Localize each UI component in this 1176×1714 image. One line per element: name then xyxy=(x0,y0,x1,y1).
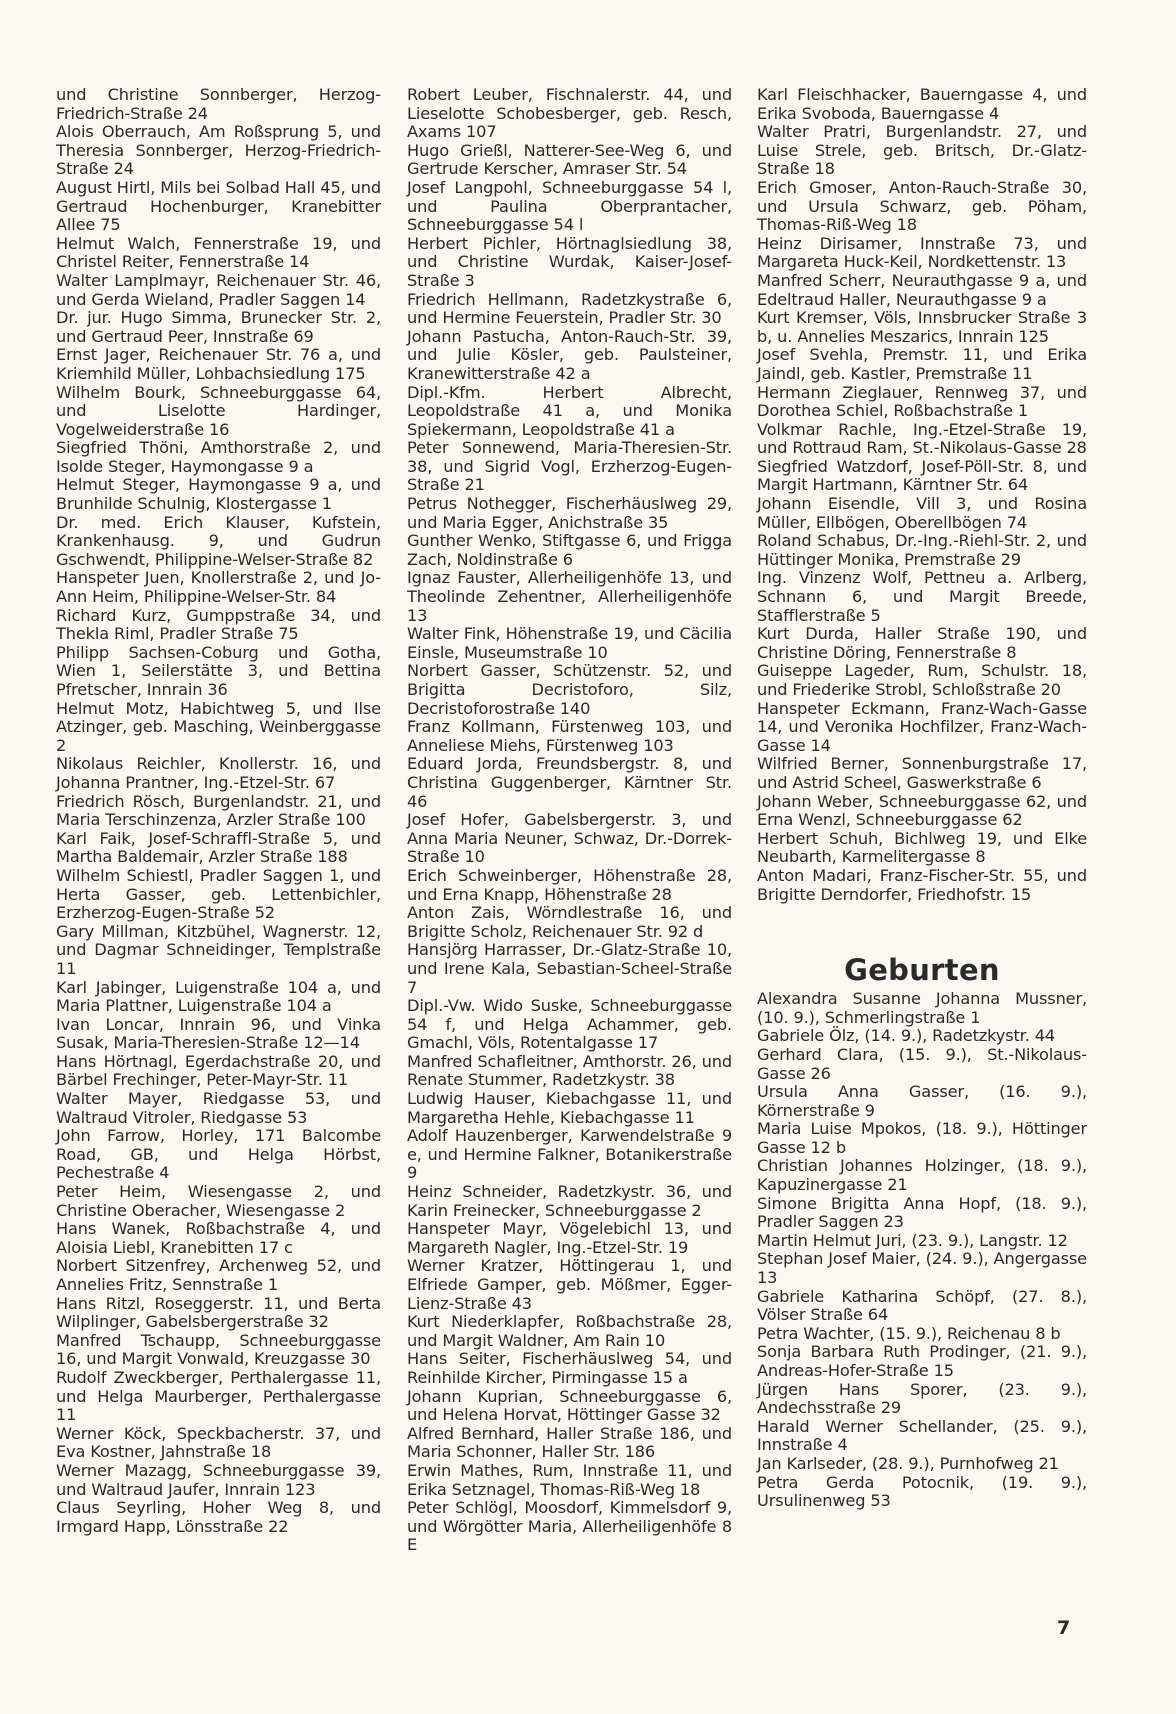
birth-entry: Harald Werner Schellander, (25. 9.), Innstraße 4 xyxy=(757,1416,1087,1455)
marriage-entry: Richard Kurz, Gumppstraße 34, und Thekla Riml, Pradler Straße 75 xyxy=(56,605,381,644)
marriage-entry: Norbert Gasser, Schützenstr. 52, und Brigitta Decristoforo, Silz, Decristoforostraße 140 xyxy=(407,661,732,718)
marriage-entry: Hans Seiter, Fischerhäuslweg 54, und Reinhilde Kircher, Pirmingasse 15 a xyxy=(407,1349,732,1387)
marriage-entry: Johann Pastucha, Anton-Rauch-Str. 39, und Julie Kösler, geb. Paulsteiner, Kranewitterstraße 42 a xyxy=(407,326,732,383)
marriage-entry: Dipl.-Kfm. Herbert Albrecht, Leopoldstraße 41 a, und Monika Spiekermann, Leopoldstraße 41 a xyxy=(407,382,732,439)
marriage-entry: Hansjörg Harrasser, Dr.-Glatz-Straße 10, und Irene Kala, Sebastian-Scheel-Straße 7 xyxy=(407,940,732,997)
marriage-entry: Kurt Kremser, Völs, Innsbrucker Straße 3 b, u. Annelies Meszarics, Innrain 125 xyxy=(757,308,1087,346)
marriage-entry: Helmut Steger, Haymongasse 9 a, und Brunhilde Schulnig, Klostergasse 1 xyxy=(56,475,381,514)
marriage-entry: Petrus Nothegger, Fischerhäuslweg 29, und Maria Egger, Anichstraße 35 xyxy=(407,494,732,532)
birth-entry: Simone Brigitta Anna Hopf, (18. 9.), Pradler Saggen 23 xyxy=(757,1193,1087,1232)
birth-entry: Martin Helmut Juri, (23. 9.), Langstr. 12 xyxy=(757,1230,1068,1250)
marriage-entry: Siegfried Watzdorf, Josef-Pöll-Str. 8, und Margit Hartmann, Kärntner Str. 64 xyxy=(757,456,1087,495)
marriage-entry: Walter Mayer, Riedgasse 53, und Waltraud Vitroler, Riedgasse 53 xyxy=(56,1089,381,1127)
marriage-entry: Erich Gmoser, Anton-Rauch-Straße 30, und Ursula Schwarz, geb. Pöham, Thomas-Riß-Weg 18 xyxy=(757,177,1087,235)
marriage-entry: Guiseppe Lageder, Rum, Schulstr. 18, und Friederike Strobl, Schloßstraße 20 xyxy=(757,661,1087,699)
marriage-entry: Herbert Schuh, Bichlweg 19, und Elke Neubarth, Karmelitergasse 8 xyxy=(757,828,1087,867)
marriage-entry: Helmut Walch, Fennerstraße 19, und Christel Reiter, Fennerstraße 14 xyxy=(56,233,381,272)
marriage-entry: Peter Schlögl, Moosdorf, Kimmelsdorf 9, und Wörgötter Maria, Allerheiligenhöfe 8 E xyxy=(407,1498,732,1555)
marriage-entry: Alfred Bernhard, Haller Straße 186, und Maria Schonner, Haller Str. 186 xyxy=(407,1423,732,1462)
marriage-entry: Robert Leuber, Fischnalerstr. 44, und Lieselotte Schobesberger, geb. Resch, Axams 107 xyxy=(407,85,732,142)
column-3 xyxy=(757,86,1087,1511)
marriage-entry: John Farrow, Horley, 171 Balcombe Road, GB, und Helga Hörbst, Pechestraße 4 xyxy=(56,1126,381,1183)
marriage-entry: Philipp Sachsen-Coburg und Gotha, Wien 1, Seilerstätte 3, und Bettina Pfretscher, Innrain 36 xyxy=(56,642,381,699)
marriage-entry: Johann Weber, Schneeburggasse 62, und Erna Wenzl, Schneeburggasse 62 xyxy=(757,791,1087,830)
marriage-entry: Josef Langpohl, Schneeburggasse 54 l, und Paulina Oberprantacher, Schneeburggasse 54 l xyxy=(407,177,732,235)
marriage-entry: Heinz Dirisamer, Innstraße 73, und Margareta Huck-Keil, Nordkettenstr. 13 xyxy=(757,233,1087,272)
marriage-entry: Rudolf Zweckberger, Perthalergasse 11, und Helga Maurberger, Perthalergasse 11 xyxy=(56,1367,381,1425)
marriage-entry: Hugo Grießl, Natterer-See-Weg 6, und Gertrude Kerscher, Amraser Str. 54 xyxy=(407,140,732,179)
marriage-entry: August Hirtl, Mils bei Solbad Hall 45, und Gertraud Hochenburger, Kranebitter Allee 75 xyxy=(56,177,381,235)
marriage-entry: Dr. med. Erich Klauser, Kufstein, Krankenhausg. 9, und Gudrun Gschwendt, Philippine-Welser-Straße 82 xyxy=(56,512,381,569)
marriage-entry: Dr. jur. Hugo Simma, Brunecker Str. 2, und Gertraud Peer, Innstraße 69 xyxy=(56,308,381,346)
marriage-entry: Hanspeter Mayr, Vögelebichl 13, und Margareth Nagler, Ing.-Etzel-Str. 19 xyxy=(407,1219,732,1257)
marriage-entry: Herbert Pichler, Hörtnaglsiedlung 38, und Christine Wurdak, Kaiser-Josef-Straße 3 xyxy=(407,233,732,290)
marriage-entry: Ignaz Fauster, Allerheiligenhöfe 13, und Theolinde Zehentner, Allerheiligenhöfe 13 xyxy=(407,568,732,625)
marriage-entry: Hans Hörtnagl, Egerdachstraße 20, und Bärbel Frechinger, Peter-Mayr-Str. 11 xyxy=(56,1051,381,1090)
marriage-entry: Volkmar Rachle, Ing.-Etzel-Straße 19, und Rottraud Ram, St.-Nikolaus-Gasse 28 xyxy=(757,419,1087,458)
marriage-entry: Werner Köck, Speckbacherstr. 37, und Eva Kostner, Jahnstraße 18 xyxy=(56,1423,381,1462)
marriage-entry: Kurt Niederklapfer, Roßbachstraße 28, und Margit Waldner, Am Rain 10 xyxy=(407,1312,732,1350)
marriage-entry: Werner Kratzer, Höttingerau 1, und Elfriede Gamper, geb. Mößmer, Egger-Lienz-Straße 43 xyxy=(407,1256,732,1313)
section-title-births: Geburten xyxy=(844,953,1000,988)
marriage-entry: Ernst Jager, Reichenauer Str. 76 a, und Kriemhild Müller, Lohbachsiedlung 175 xyxy=(56,345,381,383)
marriage-entry: Ivan Loncar, Innrain 96, und Vinka Susak, Maria-Theresien-Straße 12—14 xyxy=(56,1014,381,1053)
marriage-entry: Johann Eisendle, Vill 3, und Rosina Müller, Ellbögen, Oberellbögen 74 xyxy=(757,494,1087,532)
birth-entry: Stephan Josef Maier, (24. 9.), Angergasse 13 xyxy=(757,1249,1087,1288)
marriage-entry: Claus Seyrling, Hoher Weg 8, und Irmgard Happ, Lönsstraße 22 xyxy=(56,1498,381,1536)
birth-entry: Gerhard Clara, (15. 9.), St.-Nikolaus-Gasse 26 xyxy=(757,1044,1087,1083)
marriage-entry: Manfred Tschaupp, Schneeburggasse 16, und Margit Vonwald, Kreuzgasse 30 xyxy=(56,1330,381,1369)
marriage-entry: Hanspeter Juen, Knollerstraße 2, und Jo-Ann Heim, Philippine-Welser-Str. 84 xyxy=(56,568,381,607)
marriage-entry: Dipl.-Vw. Wido Suske, Schneeburggasse 54 f, und Helga Achammer, geb. Gmachl, Völs, Rotentalgasse 17 xyxy=(407,996,732,1053)
marriage-entry: Ing. Vinzenz Wolf, Pettneu a. Arlberg, Schnann 6, und Margit Breede, Stafflerstraße 5 xyxy=(757,568,1087,625)
birth-entry: Jan Karlseder, (28. 9.), Purnhofweg 21 xyxy=(757,1453,1059,1473)
marriage-entry: Wilhelm Schiestl, Pradler Saggen 1, und Herta Gasser, geb. Lettenbichler, Erzherzog-Eugen-Straße 52 xyxy=(56,865,381,923)
marriage-entry: Karl Jabinger, Luigenstraße 104 a, und Maria Plattner, Luigenstraße 104 a xyxy=(56,977,381,1016)
marriage-entry: Kurt Durda, Haller Straße 190, und Christine Döring, Fennerstraße 8 xyxy=(757,624,1087,662)
marriage-entry: Wilhelm Bourk, Schneeburggasse 64, und Liselotte Hardinger, Vogelweiderstraße 16 xyxy=(56,382,381,439)
marriage-entry: Erich Schweinberger, Höhenstraße 28, und Erna Knapp, Höhenstraße 28 xyxy=(407,865,732,904)
birth-entry: Petra Wachter, (15. 9.), Reichenau 8 b xyxy=(757,1323,1061,1343)
marriage-entries-col3 xyxy=(757,86,1087,904)
marriage-entry: Alois Oberrauch, Am Roßsprung 5, und Theresia Sonnberger, Herzog-Friedrich-Straße 24 xyxy=(56,122,381,179)
marriage-entry: Hermann Zieglauer, Rennweg 37, und Dorothea Schiel, Roßbachstraße 1 xyxy=(757,382,1087,421)
birth-entry: Gabriele Ölz, (14. 9.), Radetzkystr. 44 xyxy=(757,1026,1055,1046)
marriage-entry: Ludwig Hauser, Kiebachgasse 11, und Margaretha Hehle, Kiebachgasse 11 xyxy=(407,1089,732,1127)
marriage-entry: und Christine Sonnberger, Herzog-Friedrich-Straße 24 xyxy=(56,85,381,123)
marriage-entry: Hanspeter Eckmann, Franz-Wach-Gasse 14, und Veronika Hochfilzer, Franz-Wach-Gasse 14 xyxy=(757,698,1087,755)
column-2 xyxy=(407,86,732,1555)
birth-entry: Alexandra Susanne Johanna Mussner, (10. 9.), Schmerlingstraße 1 xyxy=(757,989,1087,1027)
marriage-entry: Roland Schabus, Dr.-Ing.-Riehl-Str. 2, und Hüttinger Monika, Premstraße 29 xyxy=(757,531,1087,569)
marriage-entry: Josef Svehla, Premstr. 11, und Erika Jaindl, geb. Kastler, Premstraße 11 xyxy=(757,345,1087,383)
marriage-entry: Manfred Scherr, Neurauthgasse 9 a, und Edeltraud Haller, Neurauthgasse 9 a xyxy=(757,270,1087,309)
marriage-entry: Manfred Schafleitner, Amthorstr. 26, und Renate Stummer, Radetzkystr. 38 xyxy=(407,1051,732,1090)
marriage-entry: Helmut Motz, Habichtweg 5, und Ilse Atzinger, geb. Masching, Weinberggasse 2 xyxy=(56,698,381,755)
marriage-entry: Eduard Jorda, Freundsbergstr. 8, und Christina Guggenberger, Kärntner Str. 46 xyxy=(407,754,732,811)
marriage-entry: Karl Fleischhacker, Bauerngasse 4, und Erika Svoboda, Bauerngasse 4 xyxy=(757,85,1087,123)
birth-entry: Maria Luise Mpokos, (18. 9.), Höttinger Gasse 12 b xyxy=(757,1119,1087,1157)
marriage-entry: Hans Ritzl, Roseggerstr. 11, und Berta Wilplinger, Gabelsbergerstraße 32 xyxy=(56,1293,381,1332)
marriage-entry: Hans Wanek, Roßbachstraße 4, und Aloisia Liebl, Kranebitten 17 c xyxy=(56,1219,381,1257)
marriage-entry: Walter Lamplmayr, Reichenauer Str. 46, und Gerda Wieland, Pradler Saggen 14 xyxy=(56,270,381,309)
marriage-entry: Erwin Mathes, Rum, Innstraße 11, und Erika Setznagel, Thomas-Riß-Weg 18 xyxy=(407,1460,732,1499)
marriage-entry: Johann Kuprian, Schneeburggasse 6, und Helena Horvat, Höttinger Gasse 32 xyxy=(407,1386,732,1425)
marriage-entry: Adolf Hauzenberger, Karwendelstraße 9 e, und Hermine Falkner, Botanikerstraße 9 xyxy=(407,1126,732,1183)
marriage-entry: Josef Hofer, Gabelsbergerstr. 3, und Anna Maria Neuner, Schwaz, Dr.-Dorrek-Straße 10 xyxy=(407,810,732,867)
marriage-entry: Norbert Sitzenfrey, Archenweg 52, und Annelies Fritz, Sennstraße 1 xyxy=(56,1256,381,1294)
marriage-entry: Gary Millman, Kitzbühel, Wagnerstr. 12, und Dagmar Schneidinger, Templstraße 11 xyxy=(56,921,381,978)
birth-entry: Sonja Barbara Ruth Prodinger, (21. 9.), Andreas-Hofer-Straße 15 xyxy=(757,1342,1087,1380)
column-1 xyxy=(56,86,381,1536)
marriage-entry: Friedrich Hellmann, Radetzkystraße 6, und Hermine Feuerstein, Pradler Str. 30 xyxy=(407,289,732,328)
marriage-entry: Franz Kollmann, Fürstenweg 103, und Anneliese Miehs, Fürstenweg 103 xyxy=(407,717,732,755)
marriage-entry: Werner Mazagg, Schneeburggasse 39, und Waltraud Jaufer, Innrain 123 xyxy=(56,1460,381,1499)
birth-entries xyxy=(757,990,1087,1511)
page-number: 7 xyxy=(1057,1617,1071,1639)
marriage-entry: Karl Faik, Josef-Schraffl-Straße 5, und Martha Baldemair, Arzler Straße 188 xyxy=(56,828,381,867)
birth-entry: Petra Gerda Potocnik, (19. 9.), Ursulinenweg 53 xyxy=(757,1472,1087,1511)
birth-entry: Jürgen Hans Sporer, (23. 9.), Andechsstraße 29 xyxy=(757,1379,1087,1418)
marriage-entry: Peter Heim, Wiesengasse 2, und Christine Oberacher, Wiesengasse 2 xyxy=(56,1182,381,1220)
marriage-entry: Nikolaus Reichler, Knollerstr. 16, und Johanna Prantner, Ing.-Etzel-Str. 67 xyxy=(56,754,381,792)
marriage-entry: Anton Zais, Wörndlestraße 16, und Brigitte Scholz, Reichenauer Str. 92 d xyxy=(407,903,732,941)
marriage-entry: Gunther Wenko, Stiftgasse 6, und Frigga Zach, Noldinstraße 6 xyxy=(407,531,732,569)
marriage-entry: Anton Madari, Franz-Fischer-Str. 55, und Brigitte Derndorfer, Friedhofstr. 15 xyxy=(757,865,1087,904)
marriage-entry: Friedrich Rösch, Burgenlandstr. 21, und Maria Terschinzenza, Arzler Straße 100 xyxy=(56,791,381,830)
marriage-entry: Walter Fink, Höhenstraße 19, und Cäcilia Einsle, Museumstraße 10 xyxy=(407,624,732,662)
marriage-entry: Wilfried Berner, Sonnenburgstraße 17, und Astrid Scheel, Gaswerkstraße 6 xyxy=(757,754,1087,792)
marriage-entry: Peter Sonnewend, Maria-Theresien-Str. 38, und Sigrid Vogl, Erzherzog-Eugen-Straße 21 xyxy=(407,438,732,495)
marriage-entry: Heinz Schneider, Radetzkystr. 36, und Karin Freinecker, Schneeburggasse 2 xyxy=(407,1182,732,1220)
birth-entry: Ursula Anna Gasser, (16. 9.), Körnerstraße 9 xyxy=(757,1082,1087,1120)
birth-entry: Gabriele Katharina Schöpf, (27. 8.), Völser Straße 64 xyxy=(757,1286,1087,1325)
birth-entry: Christian Johannes Holzinger, (18. 9.), Kapuzinergasse 21 xyxy=(757,1156,1087,1195)
marriage-entry: Siegfried Thöni, Amthorstraße 2, und Isolde Steger, Haymongasse 9 a xyxy=(56,438,381,476)
marriage-entry: Walter Pratri, Burgenlandstr. 27, und Luise Strele, geb. Britsch, Dr.-Glatz-Straße 18 xyxy=(757,122,1087,179)
